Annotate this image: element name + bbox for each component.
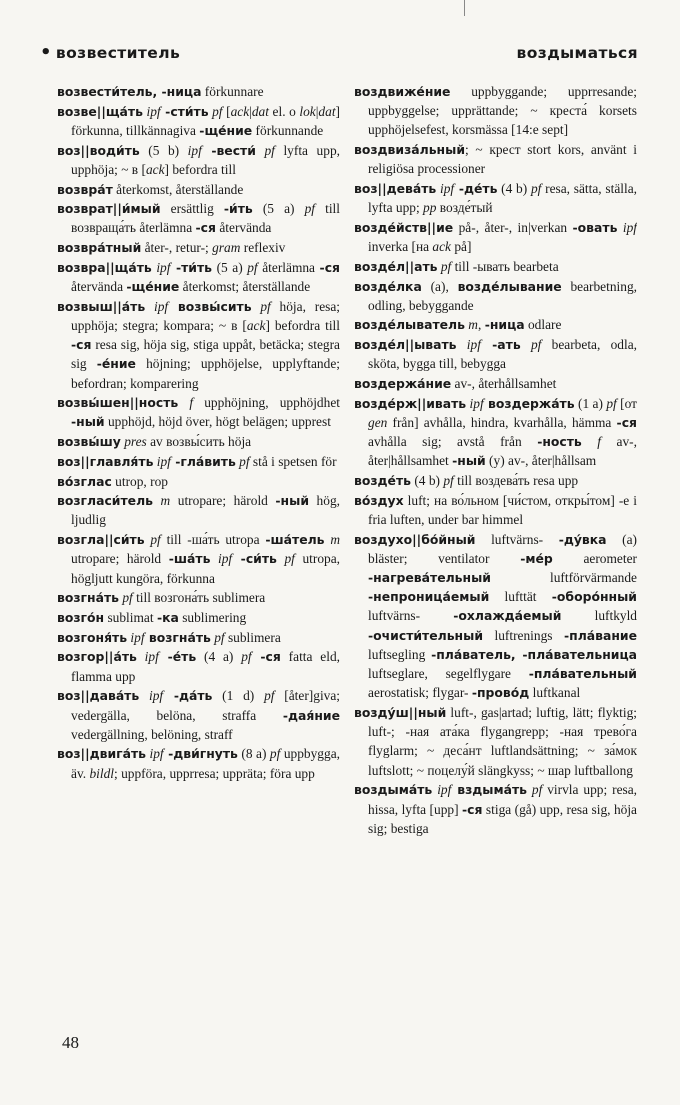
dictionary-entry	[354, 257, 637, 276]
headword: -да́ть	[163, 688, 213, 704]
headword: возде́рж||ивать	[354, 395, 467, 411]
grammar-label: ack	[432, 239, 452, 255]
definition-text: utropa, högljutt kungöra, förkunna	[71, 551, 340, 586]
definition-text: vedergällning, belöning, straff	[71, 726, 233, 742]
grammar-label: pf	[606, 395, 617, 411]
dictionary-entry	[57, 199, 340, 237]
headword: возде́лыватель	[354, 317, 465, 333]
headword: воз||дава́ть	[57, 688, 140, 704]
headword: вздыма́ть	[451, 782, 527, 798]
grammar-label: ipf	[210, 551, 233, 567]
definition-text: (4 a)	[196, 649, 242, 665]
grammar-label: pf	[210, 629, 225, 645]
definition-text: [от	[616, 395, 637, 411]
headword: -сти́ть	[160, 103, 209, 119]
definition-text: (1 a)	[574, 395, 607, 411]
definition-text: luftvärns-	[475, 531, 559, 547]
headword: возго́н	[57, 609, 105, 625]
headword: возду́ш||ный	[354, 705, 447, 720]
grammar-label: ipf	[466, 395, 484, 411]
definition-text: av-, återhållsamhet	[451, 376, 557, 392]
definition-text: hög, ljudlig	[71, 493, 340, 528]
headword: возгла||си́ть	[57, 532, 145, 548]
headword: воз||дева́ть	[354, 181, 437, 197]
definition-text: ] befordra till	[164, 161, 236, 177]
definition-text: till возвраща́ть återlämna	[71, 201, 340, 236]
dictionary-entry	[57, 647, 340, 685]
definition-text: återvända	[215, 220, 272, 236]
definition-text: resa sig, höja sig, stiga uppåt, betäcka; stegra sig	[71, 337, 340, 372]
headword: -пла́вательный	[528, 666, 637, 682]
definition-text: luftsegling	[368, 646, 432, 662]
headword: возде́йств||ие	[354, 219, 454, 235]
headword: -ность	[537, 434, 582, 450]
definition-text: upphöjd, höjd över, högt belägen; upprest	[104, 414, 331, 430]
grammar-label: ack	[230, 103, 250, 119]
dictionary-entry	[354, 530, 637, 703]
definition-text: lyfta upp, upphöja; ~ в [	[71, 142, 340, 177]
headword: -ти́ть	[170, 259, 213, 275]
dictionary-entry	[354, 471, 637, 490]
dictionary-entry	[57, 744, 340, 782]
headword: -де́ть	[454, 181, 498, 197]
headword: воздыма́ть	[354, 782, 433, 798]
headword: -ме́р	[520, 550, 553, 566]
headword: -си́ть	[232, 551, 277, 567]
headword: воздержа́ние	[354, 376, 452, 392]
definition-text: från] avhålla, hindra, kvarhålla, hämma	[387, 414, 617, 430]
dictionary-entry	[57, 141, 340, 179]
definition-text: inverka [на	[368, 239, 433, 255]
right-column	[354, 82, 637, 1042]
definition-text: sublimat	[104, 609, 157, 625]
headword: -и́ть	[223, 201, 253, 217]
grammar-label: gram	[212, 240, 241, 256]
definition-text: |	[315, 103, 319, 119]
headword: -пла́ватель, -пла́вательница	[431, 646, 637, 662]
grammar-label: ipf	[136, 649, 159, 665]
grammar-label: f	[581, 434, 602, 450]
definition-text: (5 b)	[139, 142, 188, 158]
headword: возде́л||ать	[354, 258, 438, 274]
dictionary-entry	[354, 277, 637, 315]
headword: воздвиза́льный	[354, 142, 466, 158]
headword: -прово́д	[471, 685, 530, 701]
dictionary-entry	[354, 703, 637, 780]
headword: -ся	[251, 649, 281, 665]
dictionary-entry	[57, 588, 340, 607]
definition-text: lufttät	[489, 589, 552, 605]
definition-text: luftförvärmande	[490, 570, 637, 586]
headword: -дая́ние	[282, 707, 340, 723]
grammar-label: f	[178, 395, 194, 411]
grammar-label: pf	[247, 259, 258, 275]
grammar-label: pf	[255, 142, 275, 158]
dictionary-columns	[57, 82, 637, 1042]
dictionary-entry	[57, 393, 340, 431]
definition-text: ; uppföra, upprresa; uppräta; föra upp	[114, 765, 315, 781]
grammar-label: pf	[520, 337, 542, 353]
definition-text: av возвы́сить höja	[146, 434, 252, 450]
dictionary-entry	[57, 452, 340, 471]
headword: -ка	[156, 609, 179, 625]
definition-text: (y) av-, åter|hållsam	[485, 453, 597, 469]
dictionary-entry	[354, 780, 637, 838]
definition-text: (5 a)	[212, 259, 248, 275]
dictionary-entry	[57, 608, 340, 627]
grammar-label: ipf	[617, 219, 637, 235]
dictionary-entry	[354, 335, 637, 373]
dictionary-entry	[354, 179, 637, 217]
headword: -ся	[462, 801, 483, 817]
grammar-label: ipf	[153, 453, 171, 469]
headword: -очисти́тельный	[368, 627, 483, 643]
headword: воз||води́ть	[57, 142, 140, 158]
grammar-label: pf	[530, 181, 542, 197]
headword: во́здух	[354, 492, 404, 508]
headword: -вести́	[201, 142, 256, 158]
definition-text: ,	[477, 317, 485, 333]
headword: -ать	[480, 337, 521, 353]
dictionary-entry	[57, 82, 340, 101]
headword: возде́лывание	[457, 278, 562, 294]
definition-text: el. o	[268, 103, 300, 119]
definition-text: [	[222, 103, 231, 119]
dictionary-entry	[57, 180, 340, 199]
grammar-label: pf	[241, 649, 252, 665]
headword: возде́л||ывать	[354, 337, 457, 353]
definition-text: возде́тый	[436, 200, 493, 216]
definition-text: höja, resa; upphöja; stegra; kompara; ~ в [	[71, 298, 340, 333]
definition-text: ersättlig	[160, 201, 224, 217]
headword: -ша́ть	[168, 551, 211, 567]
dictionary-entry	[354, 140, 637, 178]
headword: -ша́тель	[265, 532, 325, 548]
left-column	[57, 82, 340, 1042]
grammar-label: pf	[235, 453, 250, 469]
grammar-label: pf	[276, 551, 295, 567]
definition-text: virvla upp; resa, hissa, lyfta [upp]	[368, 782, 637, 817]
headword: -ся	[195, 220, 216, 236]
headword: воз||главля́ть	[57, 453, 154, 469]
definition-text: (8 a)	[237, 746, 270, 762]
grammar-label: pf	[269, 746, 281, 762]
headword: -ще́ние	[199, 122, 253, 138]
definition-text: sublimera	[224, 629, 281, 645]
headword: -ный	[71, 414, 105, 430]
definition-text: [åter]giva; vedergälla, belöna, straffa	[71, 688, 340, 723]
dictionary-entry	[57, 472, 340, 491]
dictionary-entry	[354, 394, 637, 471]
grammar-label: ipf	[456, 337, 481, 353]
headword: -е́ние	[96, 356, 136, 372]
definition-text: återvända	[71, 279, 127, 295]
definition-text: återlämna	[257, 259, 320, 275]
definition-text: till -ша́ть utropa	[160, 532, 266, 548]
definition-text: luft; на во́льном [чи́стом, откры́том] -е i fria luften, under bar himmel	[368, 492, 637, 527]
crop-mark	[464, 0, 465, 16]
headword: во́зглас	[57, 473, 112, 489]
grammar-label: m	[153, 493, 171, 509]
left-headword-wrap	[40, 42, 180, 63]
definition-text: luftkyld	[561, 608, 637, 624]
dictionary-entry	[57, 530, 340, 588]
grammar-label: ipf	[139, 688, 164, 704]
grammar-label: pres	[120, 434, 147, 450]
headword: возгоня́ть	[57, 629, 128, 645]
dictionary-entry	[57, 686, 340, 744]
definition-text: luft-, gas|artad; luftig, lätt; flyktig; luft-; -ная ата́ка flygangrepp; -ная трево́га flyglarm; ~ деса́нт luftlandsättning; ~ за́мок luftslott; ~ поцелу́й slängkyss; ~ шар luftballong	[368, 705, 637, 778]
grammar-label: pf	[144, 532, 161, 548]
definition-text: åter-, retur-;	[141, 240, 213, 256]
dictionary-entry	[57, 432, 340, 451]
headword: -ся	[616, 414, 637, 430]
headword: возвыш||а́ть	[57, 298, 146, 314]
headword: возде́ть	[354, 473, 411, 489]
grammar-label: m	[464, 317, 478, 333]
grammar-label: dat	[251, 103, 269, 119]
definition-text: förkunnande	[252, 122, 324, 138]
definition-text: stiga (gå) upp, resa sig, höja sig; bestiga	[368, 801, 637, 836]
definition-text: av-, åter|hållsamhet	[368, 434, 637, 469]
headword: -ный	[452, 453, 486, 469]
definition-text: till возгона́ть sublimera	[132, 590, 266, 606]
definition-text: bearbeta, odla, sköta, bygga till, bebygga	[368, 337, 637, 372]
definition-text: återkomst, återställande	[112, 181, 244, 197]
headword: возвы́сить	[168, 298, 252, 314]
dictionary-entry	[354, 218, 637, 256]
grammar-label: ipf	[142, 103, 161, 119]
definition-text: resa, sätta, ställa, lyfta upp;	[368, 181, 637, 216]
dictionary-entry	[57, 297, 340, 393]
headword: возгна́ть	[144, 629, 211, 645]
grammar-label: ipf	[432, 782, 452, 798]
grammar-label: pf	[208, 103, 223, 119]
definition-text: utropare; härold	[71, 551, 169, 567]
headword: воз||двига́ть	[57, 746, 146, 762]
grammar-label: gen	[368, 414, 388, 430]
headword: возвра́тный	[57, 240, 142, 256]
grammar-label: pf	[251, 298, 271, 314]
headword: возвы́шу	[57, 434, 121, 450]
headword: возвы́шен||ность	[57, 395, 179, 411]
definition-text: ; ~ крест stort kors, använt i religiösa processioner	[368, 142, 637, 177]
headword: возгор||а́ть	[57, 649, 137, 665]
grammar-label: pf	[118, 590, 133, 606]
grammar-label: ipf	[146, 746, 164, 762]
grammar-label: pf	[526, 782, 543, 798]
definition-text: på]	[451, 239, 472, 255]
headword: возве||ща́ть	[57, 103, 143, 119]
grammar-label: ipf	[436, 181, 455, 197]
grammar-label: ipf	[187, 142, 202, 158]
definition-text: reflexiv	[240, 240, 286, 256]
definition-text: (a),	[421, 278, 458, 294]
headword: -охлажда́емый	[453, 608, 562, 624]
dictionary-entry	[57, 102, 340, 140]
headword: -ся	[71, 337, 92, 353]
grammar-label: pf	[437, 258, 452, 274]
dictionary-entry	[57, 238, 340, 257]
dictionary-entry	[354, 82, 637, 140]
grammar-label: ack	[246, 317, 266, 333]
grammar-label: pf	[443, 473, 454, 489]
definition-text: till -ывать bearbeta	[451, 258, 559, 274]
headword: -непроница́емый	[368, 589, 490, 605]
headword: -оборо́нный	[551, 589, 637, 605]
grammar-label: ipf	[151, 259, 171, 275]
definition-text: (5 a)	[252, 201, 305, 217]
grammar-label: pp	[423, 200, 437, 216]
headword: воздержа́ть	[483, 395, 575, 411]
headword: -ный	[275, 493, 309, 509]
definition-text: luftrenings	[483, 627, 564, 643]
definition-text: bearbetning, odling, bebyggande	[368, 278, 637, 313]
headword: -дви́гнуть	[163, 746, 238, 762]
headword: возвра||ща́ть	[57, 259, 152, 275]
definition-text: upphöjning, upphöjdhet	[193, 395, 340, 411]
headword: воздухо||бо́йный	[354, 531, 476, 547]
headword: возврат||и́мый	[57, 201, 161, 217]
definition-text: (4 b)	[497, 181, 531, 197]
left-headword: возвеститель	[55, 44, 181, 62]
definition-text: odlare	[524, 317, 562, 333]
headword: -ще́ние	[126, 279, 180, 295]
headword: -ду́вка	[558, 531, 607, 547]
grammar-label: bildl	[89, 765, 115, 781]
page-number: 48	[62, 1033, 79, 1052]
dictionary-entry	[354, 315, 637, 334]
headword: -е́ть	[158, 649, 197, 665]
definition-text: på-, åter-, in|verkan	[453, 219, 573, 235]
headword: -ница	[484, 317, 525, 333]
headword: -ся	[319, 259, 340, 275]
definition-text: luftseglare, segelflygare	[368, 666, 529, 682]
grammar-label: dat	[318, 103, 336, 119]
headword: -пла́вание	[564, 627, 637, 643]
definition-text: |	[249, 103, 252, 119]
headword: возвра́т	[57, 181, 113, 197]
headword: -гла́вить	[170, 453, 236, 469]
dictionary-entry	[57, 258, 340, 296]
definition-text: utropare; härold	[170, 493, 276, 509]
definition-text: ] befordra till	[265, 317, 340, 333]
definition-text: fatta eld, flamma upp	[71, 649, 340, 684]
dictionary-entry	[354, 374, 637, 393]
grammar-label: pf	[304, 201, 315, 217]
headword: -нагрева́тельный	[368, 570, 491, 586]
headword: -овать	[572, 219, 618, 235]
definition-text: aerostatisk; flygar-	[368, 685, 472, 701]
definition-text: aerometer	[552, 550, 637, 566]
grammar-label: pf	[264, 688, 275, 704]
definition-text: luftvärns-	[368, 608, 454, 624]
definition-text: höjning; upphöjelse, upplyftande; befordran; komparering	[71, 356, 340, 391]
definition-text: förkunnare	[201, 84, 264, 99]
headword: возгласи́тель	[57, 493, 153, 509]
grammar-label: m	[324, 532, 340, 548]
definition-text: sublimering	[178, 609, 247, 625]
grammar-label: ipf	[145, 298, 169, 314]
definition-text: uppbygga, äv.	[71, 746, 340, 781]
grammar-label: lok	[299, 103, 316, 119]
definition-text: avhålla sig; avstå från	[368, 434, 538, 450]
right-headword: воздыматься	[516, 44, 638, 62]
definition-text: (1 d)	[212, 688, 265, 704]
dictionary-entry	[354, 491, 637, 529]
headword: возгна́ть	[57, 590, 119, 606]
definition-text: utrop, rop	[111, 473, 168, 489]
headword: возвести́тель, -ница	[57, 84, 202, 99]
headword: возде́лка	[354, 278, 422, 294]
bullet-icon: •	[40, 42, 52, 63]
grammar-label: ipf	[127, 629, 145, 645]
definition-text: (a) bläster; ventilator	[368, 531, 637, 566]
definition-text: stå i spetsen för	[249, 453, 337, 469]
definition-text: (4 b)	[410, 473, 444, 489]
grammar-label: ack	[145, 161, 165, 177]
dictionary-entry	[57, 491, 340, 529]
definition-text: luftkanal	[529, 685, 581, 701]
definition-text: ] förkunna, tillkännagiva	[71, 103, 340, 138]
headword: воздвиже́ние	[354, 84, 451, 99]
running-head	[40, 42, 638, 63]
definition-text: återkomst; återställande	[179, 279, 311, 295]
definition-text: uppbyggande; upprresande; uppbyggelse; upprättande; ~ креста́ korsets upphöjelsefest, korsmässa [14:e sept]	[368, 84, 637, 138]
definition-text: till воздева́ть resa upp	[453, 473, 579, 489]
dictionary-entry	[57, 628, 340, 647]
